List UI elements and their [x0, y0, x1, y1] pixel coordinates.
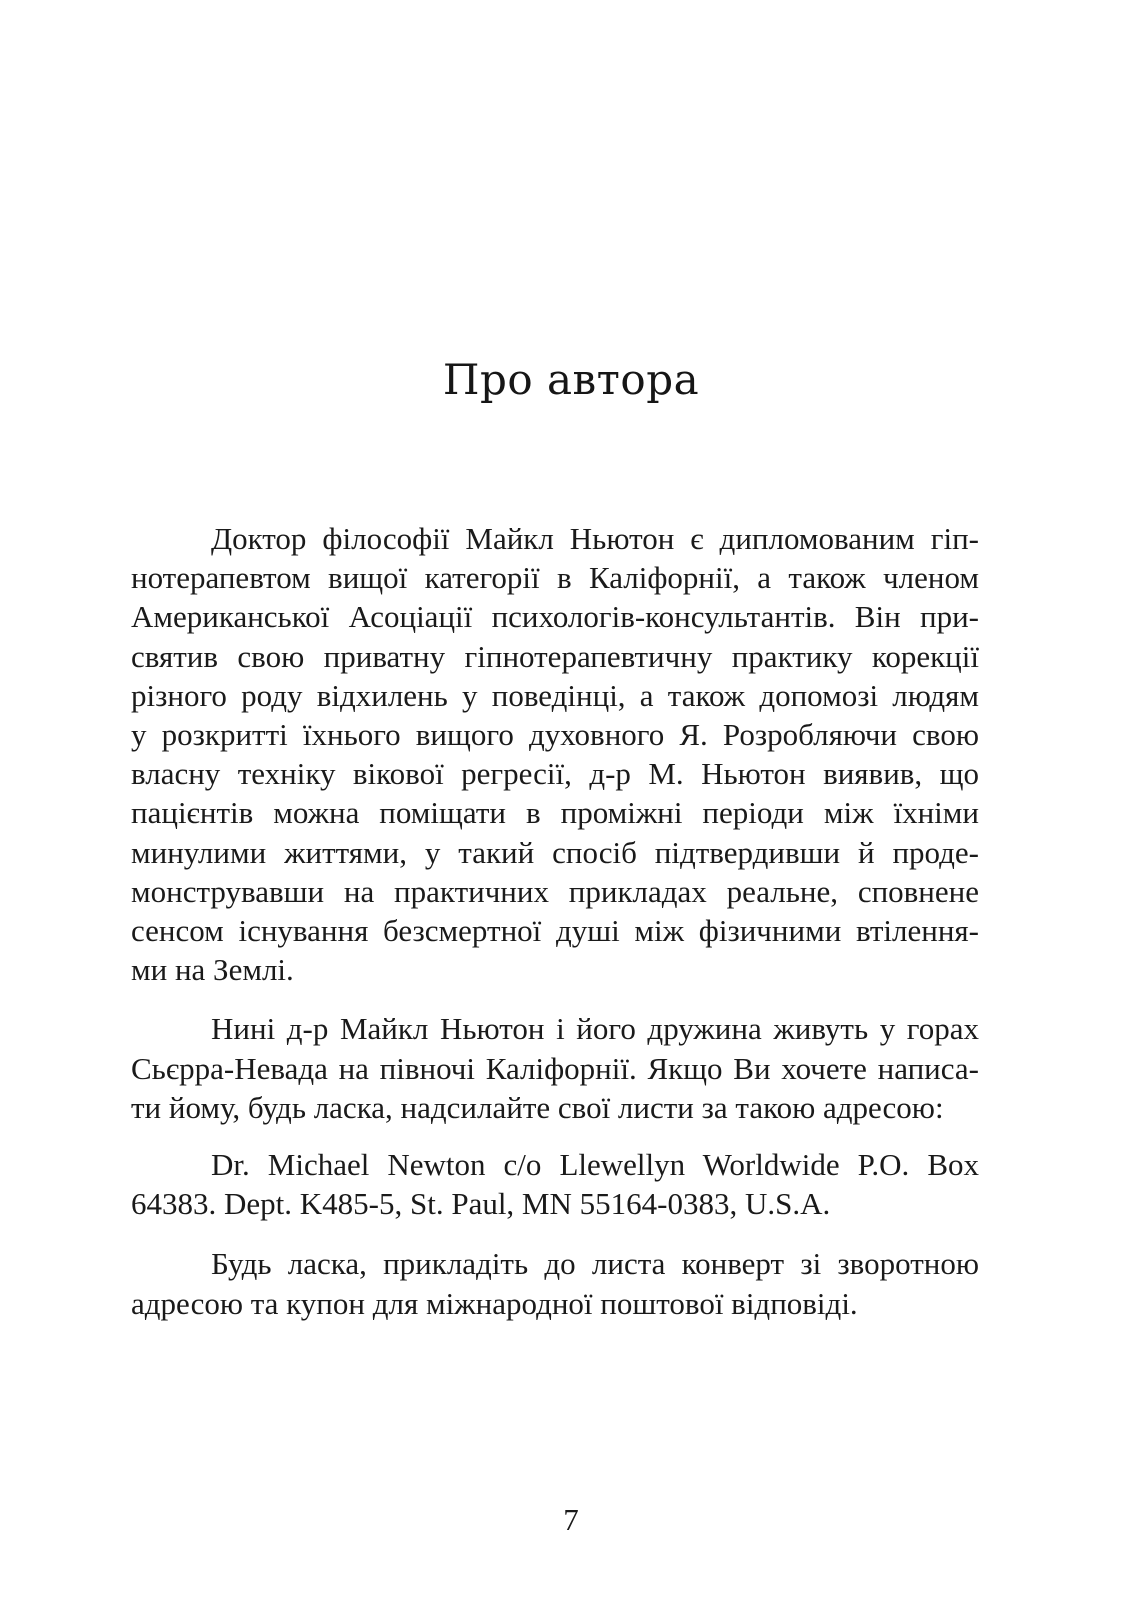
- text-line: Доктор філософії Майкл Ньютон є дипломованим гіп-: [211, 521, 979, 556]
- text-line: 64383. Dept. K485-5, St. Paul, MN 55164-0383, U.S.A.: [131, 1186, 831, 1222]
- page-number: 7: [563, 1502, 579, 1537]
- text-line: адресою та купон для міжнародної поштової відповіді.: [131, 1285, 858, 1321]
- text-line: різного роду відхилень у поведінці, а також допомозі людям: [131, 677, 979, 713]
- text-line: ти йому, будь ласка, надсилайте свої листи за такою адресою:: [131, 1089, 944, 1125]
- text-line: сенсом існування безсмертної душі між фізичними втілення-: [131, 913, 979, 949]
- text-line: Нині д-р Майкл Ньютон і його дружина живуть у горах: [211, 1011, 979, 1047]
- paragraph-biography: [131, 519, 979, 989]
- chapter-title: Про автора: [442, 355, 700, 404]
- text-line: нотерапевтом вищої категорії в Каліфорнії, а також членом: [131, 560, 979, 596]
- body-text: [131, 519, 979, 1323]
- paragraph-postal-note: [131, 1244, 979, 1322]
- text-line: власну техніку вікової регресії, д-р М. Ньютон виявив, що: [131, 756, 979, 792]
- text-line: Dr. Michael Newton c/o Llewellyn Worldwide P.O. Box: [211, 1147, 979, 1183]
- paragraph-residence: [131, 1009, 979, 1127]
- text-line: у розкритті їхнього вищого духовного Я. Розробляючи свою: [131, 717, 979, 753]
- text-line: монструвавши на практичних прикладах реальне, сповнене: [131, 873, 979, 909]
- text-line: Американської Асоціації психологів-консультантів. Він при-: [131, 599, 979, 635]
- text-line: святив свою приватну гіпнотерапевтичну практику корекції: [131, 638, 979, 674]
- paragraph-mailing-address: [131, 1145, 979, 1223]
- text-line: минулими життями, у такий спосіб підтвердивши й проде-: [131, 834, 979, 870]
- text-line: Будь ласка, прикладіть до листа конверт зі зворотною: [211, 1246, 979, 1282]
- text-line: Сьєрра-Невада на півночі Каліфорнії. Якщо Ви хочете написа-: [131, 1050, 979, 1086]
- text-line: ми на Землі.: [131, 952, 294, 988]
- text-line: пацієнтів можна поміщати в проміжні періоди між їхніми: [131, 795, 979, 831]
